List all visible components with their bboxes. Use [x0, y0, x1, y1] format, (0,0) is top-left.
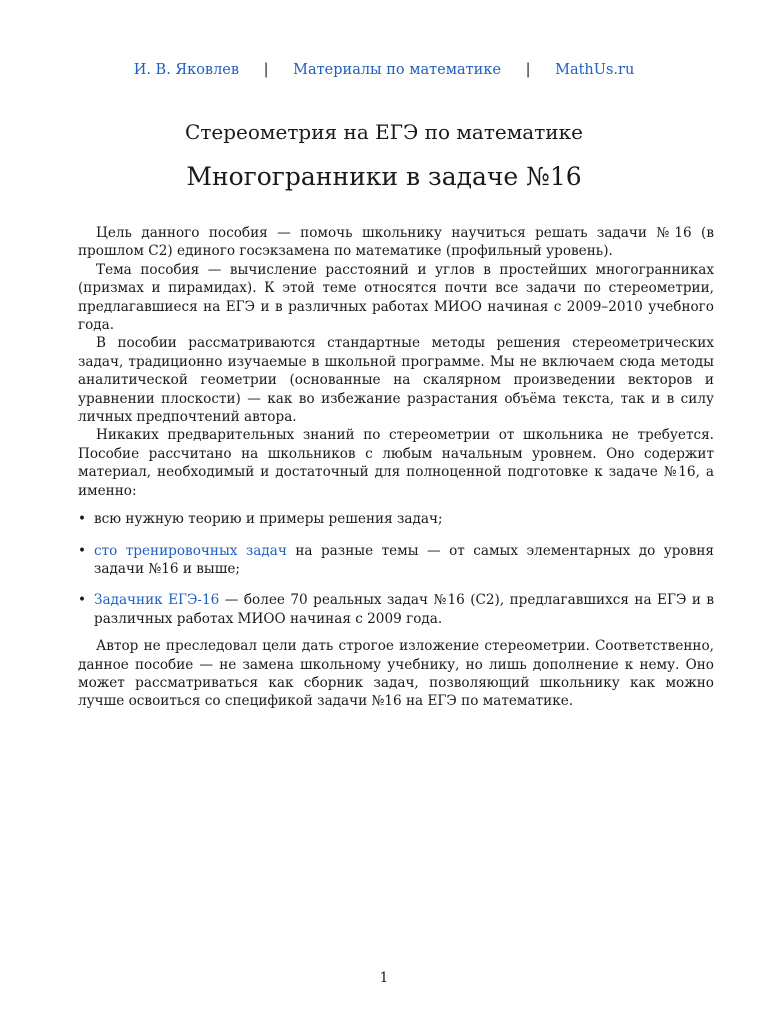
bullet-icon: • — [78, 542, 87, 559]
document-body — [78, 224, 714, 711]
bullet-icon: • — [78, 592, 87, 609]
list-item — [78, 591, 714, 628]
contents-list — [78, 510, 714, 628]
list-item — [78, 542, 714, 579]
prerequisites-paragraph: Никаких предварительных знаний по стереометрии от школьника не требуется. Пособие рассчитано на школьников с любым начальным уровнем. Оно содержит материал, необходимый и достаточный для полноценной подготовке к задаче №16, а именно: — [78, 427, 714, 499]
author-link[interactable]: И. В. Яковлев — [133, 62, 240, 78]
header-separator: | — [525, 62, 531, 78]
list-item — [78, 510, 714, 528]
training-problems-link[interactable]: сто тренировочных задач — [94, 542, 287, 559]
problem-book-link[interactable]: Задачник ЕГЭ-16 — [94, 592, 220, 609]
header-separator: | — [263, 62, 269, 78]
site-link[interactable]: MathUs.ru — [555, 62, 635, 78]
intro-paragraph: Цель данного пособия — помочь школьнику научиться решать задачи №16 (в прошлом C2) единого госэкзамена по математике (профильный уровень). — [78, 225, 714, 260]
list-item-text: на разные темы — от самых элементарных до уровня задачи №16 и выше; — [94, 542, 714, 577]
bullet-icon: • — [78, 511, 87, 528]
list-item-text: — более 70 реальных задач №16 (С2), предлагавшихся на ЕГЭ и в различных работах МИОО начиная с 2009 года. — [94, 592, 714, 627]
document-subtitle: Стереометрия на ЕГЭ по математике — [185, 120, 583, 144]
list-item-text: всю нужную теорию и примеры решения задач; — [94, 511, 443, 528]
materials-link[interactable]: Материалы по математике — [293, 62, 501, 78]
page-number: 1 — [379, 970, 389, 986]
closing-paragraph: Автор не преследовал цели дать строгое изложение стереометрии. Соответственно, данное пособие — не замена школьному учебнику, но лишь дополнение к нему. Оно может рассматриваться как сборник задач, позволяющий школьнику как можно лучше освоиться со спецификой задачи №16 на ЕГЭ по математике. — [78, 638, 714, 710]
document-title: Многогранники в задаче №16 — [186, 162, 582, 191]
methods-paragraph: В пособии рассматриваются стандартные методы решения стереометрических задач, традиционно изучаемые в школьной программе. Мы не включаем сюда методы аналитической геометрии (основанные на скалярном произведении векторов и уравнении плоскости) — как во избежание разрастания объёма текста, так и в силу личных предпочтений автора. — [78, 335, 714, 426]
topic-paragraph: Тема пособия — вычисление расстояний и углов в простейших многогранниках (призмах и пирамидах). К этой теме относятся почти все задачи по стереометрии, предлагавшиеся на ЕГЭ и в различных работах МИОО начиная с 2009–2010 учебного года. — [78, 261, 714, 334]
page-header — [0, 62, 768, 78]
